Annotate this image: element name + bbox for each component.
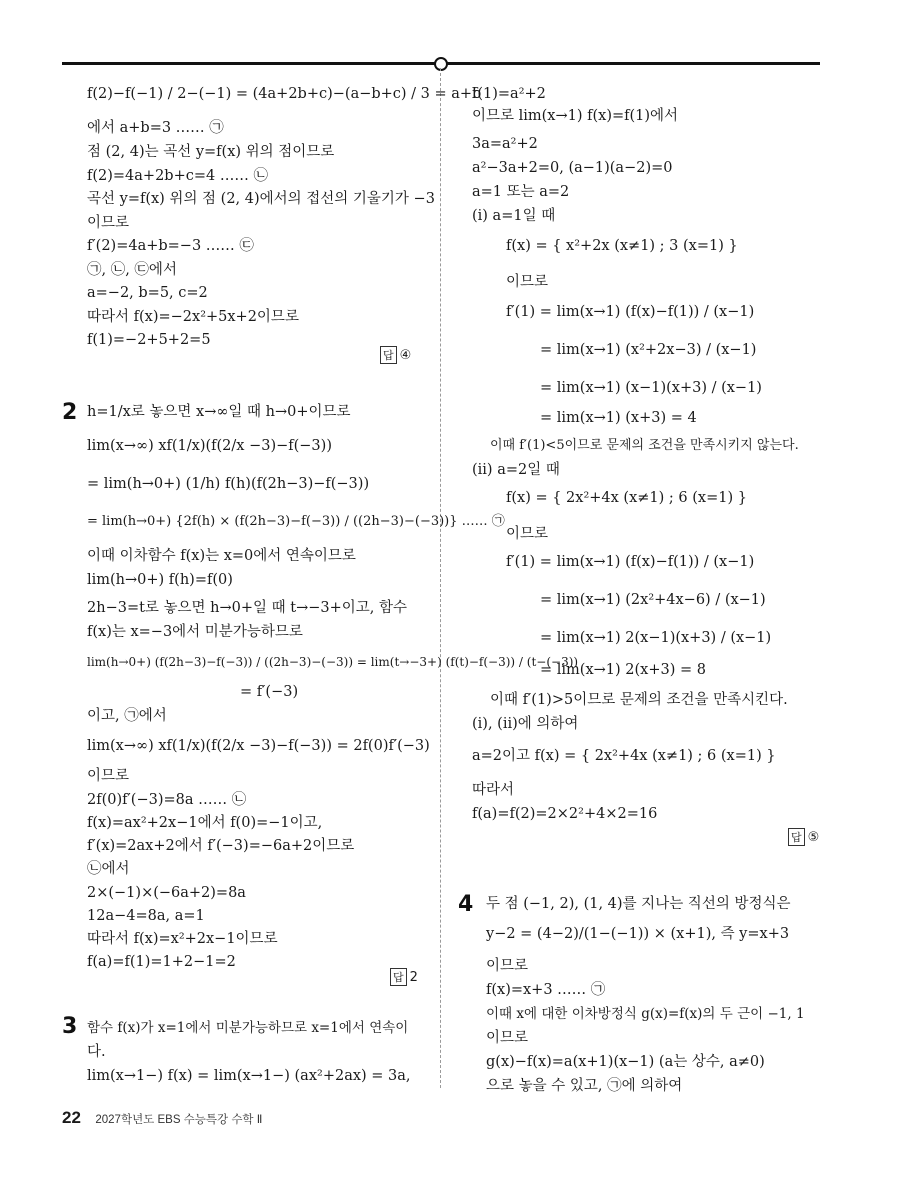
column-divider	[440, 68, 441, 1088]
text-line: 두 점 (−1, 2), (1, 4)를 지나는 직선의 방정식은	[486, 896, 791, 912]
text-line: = f′(−3)	[240, 684, 299, 700]
book-title: 2027학년도 EBS 수능특강 수학 Ⅱ	[95, 1114, 263, 1126]
text-line: f(2)=4a+2b+c=4 …… ㉡	[87, 168, 268, 184]
text-line: 곡선 y=f(x) 위의 점 (2, 4)에서의 접선의 기울기가 −3	[87, 191, 435, 207]
text-line: f′(1) = lim(x→1) (f(x)−f(1)) / (x−1)	[506, 554, 755, 570]
text-line: g(x)−f(x)=a(x+1)(x−1) (a는 상수, a≠0)	[486, 1054, 765, 1070]
text-line: f(a)=f(2)=2×2²+4×2=16	[472, 806, 658, 822]
text-line: f(x) = { 2x²+4x (x≠1) ; 6 (x=1) }	[506, 490, 747, 506]
text-line: 이므로	[87, 768, 130, 784]
text-line: 에서 a+b=3 …… ㉠	[87, 120, 224, 136]
answer-label: 답	[380, 346, 397, 364]
answer-1	[380, 346, 411, 364]
text-line: f′(1) = lim(x→1) (f(x)−f(1)) / (x−1)	[506, 304, 755, 320]
text-line: 으로 놓을 수 있고, ㉠에 의하여	[486, 1078, 683, 1094]
answer-2	[390, 968, 418, 986]
text-line: a=−2, b=5, c=2	[87, 285, 208, 301]
text-line: = lim(h→0+) {2f(h) × (f(2h−3)−f(−3)) / ((2h−3)−(−3))} …… ㉠	[87, 514, 505, 529]
text-line: (ⅱ) a=2일 때	[472, 462, 560, 478]
answer-value: 2	[409, 970, 418, 985]
text-line: f(x)=x+3 …… ㉠	[486, 982, 606, 998]
question-number: 2	[62, 400, 78, 425]
text-line: 12a−4=8a, a=1	[87, 908, 205, 924]
text-line: f(1)=a²+2	[472, 86, 546, 102]
text-line: 2×(−1)×(−6a+2)=8a	[87, 885, 246, 901]
text-line: = lim(h→0+) (1/h) f(h)(f(2h−3)−f(−3))	[87, 476, 370, 492]
page-number: 22	[62, 1108, 81, 1127]
text-line: f(x)는 x=−3에서 미분가능하므로	[87, 624, 303, 640]
text-line: ㉡에서	[87, 861, 130, 877]
text-line: f′(x)=2ax+2에서 f′(−3)=−6a+2이므로	[87, 838, 355, 854]
text-line: f(2)−f(−1) / 2−(−1) = (4a+2b+c)−(a−b+c) / 3 = a+b	[87, 86, 482, 102]
text-line: 이므로	[506, 526, 549, 542]
text-line: 이므로 lim(x→1) f(x)=f(1)에서	[472, 108, 679, 124]
text-line: 이므로	[506, 274, 549, 290]
text-line: f(a)=f(1)=1+2−1=2	[87, 954, 236, 970]
text-line: lim(h→0+) (f(2h−3)−f(−3)) / ((2h−3)−(−3)) = lim(t→−3+) (f(t)−f(−3)) / (t−(−3))	[87, 655, 579, 669]
text-line: = lim(x→1) 2(x−1)(x+3) / (x−1)	[540, 630, 772, 646]
text-line: (ⅰ) a=1일 때	[472, 208, 556, 224]
text-line: 이때 이차함수 f(x)는 x=0에서 연속이므로	[87, 548, 356, 564]
text-line: lim(h→0+) f(h)=f(0)	[87, 572, 233, 588]
text-line: 다.	[87, 1044, 106, 1060]
text-line: lim(x→1−) f(x) = lim(x→1−) (ax²+2ax) = 3a,	[87, 1068, 411, 1084]
text-line: (ⅰ), (ⅱ)에 의하여	[472, 716, 579, 732]
answer-label: 답	[788, 828, 805, 846]
text-line: y−2 = (4−2)/(1−(−1)) × (x+1), 즉 y=x+3	[486, 926, 790, 942]
text-line: lim(x→∞) xf(1/x)(f(2/x −3)−f(−3))	[87, 438, 332, 454]
text-line: a=1 또는 a=2	[472, 184, 570, 200]
text-line: 2h−3=t로 놓으면 h→0+일 때 t→−3+이고, 함수	[87, 600, 408, 616]
answer-label: 답	[390, 968, 407, 986]
answer-3	[788, 828, 819, 846]
text-line: = lim(x→1) 2(x+3) = 8	[540, 662, 706, 678]
text-line: f′(2)=4a+b=−3 …… ㉢	[87, 238, 254, 254]
text-line: 이때 x에 대한 이차방정식 g(x)=f(x)의 두 근이 −1, 1	[486, 1006, 805, 1022]
text-line: 점 (2, 4)는 곡선 y=f(x) 위의 점이므로	[87, 144, 335, 160]
page-footer	[62, 1108, 262, 1128]
question-number: 4	[458, 892, 474, 917]
text-line: lim(x→∞) xf(1/x)(f(2/x −3)−f(−3)) = 2f(0)f′(−3)	[87, 738, 430, 754]
text-line: 이므로	[486, 958, 529, 974]
text-line: 이므로	[87, 215, 130, 231]
text-line: 이때 f′(1)>5이므로 문제의 조건을 만족시킨다.	[490, 692, 788, 708]
text-line: 함수 f(x)가 x=1에서 미분가능하므로 x=1에서 연속이	[87, 1020, 409, 1036]
text-line: = lim(x→1) (2x²+4x−6) / (x−1)	[540, 592, 766, 608]
question-number: 3	[62, 1014, 78, 1039]
text-line: f(x)=ax²+2x−1에서 f(0)=−1이고,	[87, 815, 323, 831]
text-line: ㉠, ㉡, ㉢에서	[87, 262, 177, 278]
answer-value: ④	[399, 348, 412, 363]
text-line: h=1/x로 놓으면 x→∞일 때 h→0+이므로	[87, 404, 351, 420]
header-rule-dot	[434, 57, 448, 71]
text-line: = lim(x→1) (x²+2x−3) / (x−1)	[540, 342, 757, 358]
text-line: 이므로	[486, 1030, 529, 1046]
text-line: 2f(0)f′(−3)=8a …… ㉡	[87, 792, 247, 808]
text-line: f(x) = { x²+2x (x≠1) ; 3 (x=1) }	[506, 238, 738, 254]
answer-value: ⑤	[807, 830, 820, 845]
text-line: 이고, ㉠에서	[87, 708, 167, 724]
text-line: 따라서 f(x)=−2x²+5x+2이므로	[87, 309, 299, 325]
text-line: = lim(x→1) (x+3) = 4	[540, 410, 697, 426]
text-line: 3a=a²+2	[472, 136, 538, 152]
text-line: f(1)=−2+5+2=5	[87, 332, 211, 348]
text-line: a=2이고 f(x) = { 2x²+4x (x≠1) ; 6 (x=1) }	[472, 748, 776, 764]
text-line: 따라서	[472, 782, 515, 798]
text-line: a²−3a+2=0, (a−1)(a−2)=0	[472, 160, 673, 176]
text-line: 따라서 f(x)=x²+2x−1이므로	[87, 931, 278, 947]
text-line: = lim(x→1) (x−1)(x+3) / (x−1)	[540, 380, 762, 396]
text-line: 이때 f′(1)<5이므로 문제의 조건을 만족시키지 않는다.	[490, 438, 799, 453]
